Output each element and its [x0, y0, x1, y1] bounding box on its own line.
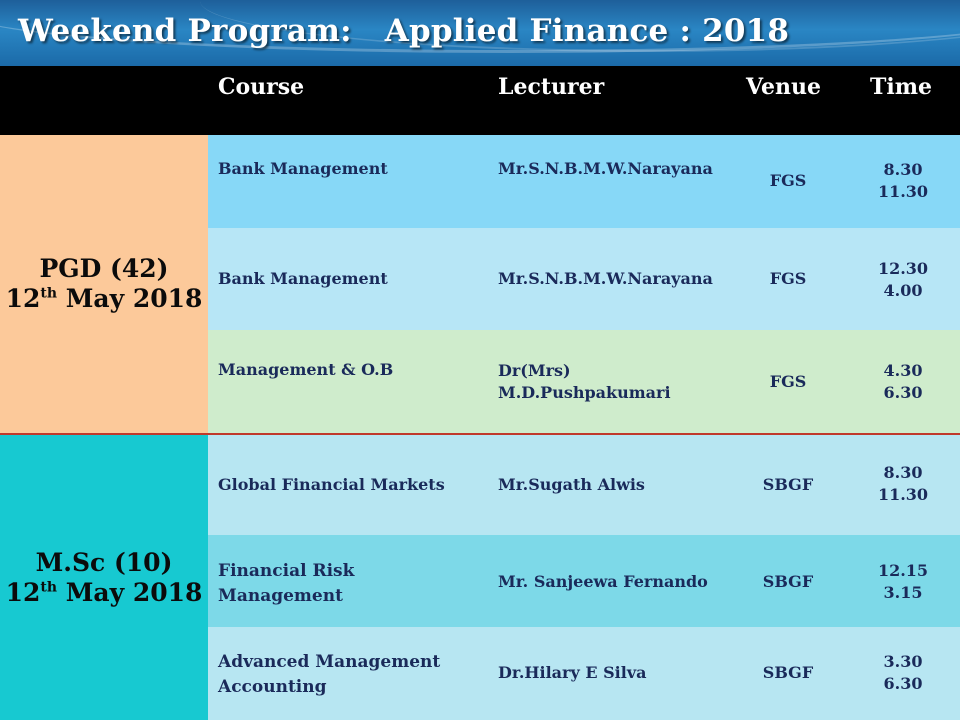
group-pgd [0, 135, 208, 433]
section-divider [0, 433, 960, 435]
venue-cell: SBGF [762, 572, 814, 591]
table-row [208, 627, 960, 720]
course-cell: Advanced Management Accounting [218, 652, 441, 697]
time-cell: 8.30 11.30 [877, 463, 929, 504]
lecturer-cell: Dr.Hilary E Silva [498, 663, 647, 682]
lecturer-cell: Dr(Mrs) M.D.Pushpakumari [498, 361, 671, 402]
lecturer-cell: Mr.S.N.B.M.W.Narayana [498, 269, 713, 288]
time-cell: 4.30 6.30 [883, 361, 923, 402]
time-cell: 3.30 6.30 [883, 652, 923, 693]
table-row [208, 228, 960, 330]
table-row [208, 330, 960, 433]
group-name: PGD (42) [39, 254, 169, 283]
lecturer-cell: Mr.S.N.B.M.W.Narayana [498, 159, 713, 178]
venue-cell: SBGF [762, 663, 814, 682]
course-cell: Global Financial Markets [218, 475, 445, 494]
time-cell: 12.15 3.15 [877, 561, 929, 602]
course-cell: Bank Management [218, 159, 388, 178]
lecturer-cell: Mr. Sanjeewa Fernando [498, 572, 708, 591]
venue-cell: FGS [769, 171, 807, 190]
header-course: Course [218, 74, 305, 100]
table-row [208, 135, 960, 228]
venue-cell: SBGF [762, 475, 814, 494]
table-header [0, 66, 960, 135]
header-time: Time [870, 74, 933, 100]
course-cell: Bank Management [218, 269, 388, 288]
course-cell: Financial Risk Management [218, 561, 355, 606]
group-msc [0, 435, 208, 720]
time-cell: 12.30 4.00 [877, 259, 929, 300]
group-date: 12th May 2018 [5, 577, 203, 607]
group-name: M.Sc (10) [35, 547, 173, 577]
title-banner [0, 0, 960, 66]
table-row [208, 435, 960, 535]
table-row [208, 535, 960, 627]
venue-cell: FGS [769, 372, 807, 391]
group-date: 12th May 2018 [5, 284, 203, 313]
time-cell: 8.30 11.30 [877, 160, 929, 201]
lecturer-cell: Mr.Sugath Alwis [498, 475, 645, 494]
header-venue: Venue [746, 74, 822, 100]
header-lecturer: Lecturer [498, 74, 605, 100]
page-title: Weekend Program: Applied Finance : 2018 [18, 13, 790, 49]
venue-cell: FGS [769, 269, 807, 288]
course-cell: Management & O.B [218, 360, 394, 379]
